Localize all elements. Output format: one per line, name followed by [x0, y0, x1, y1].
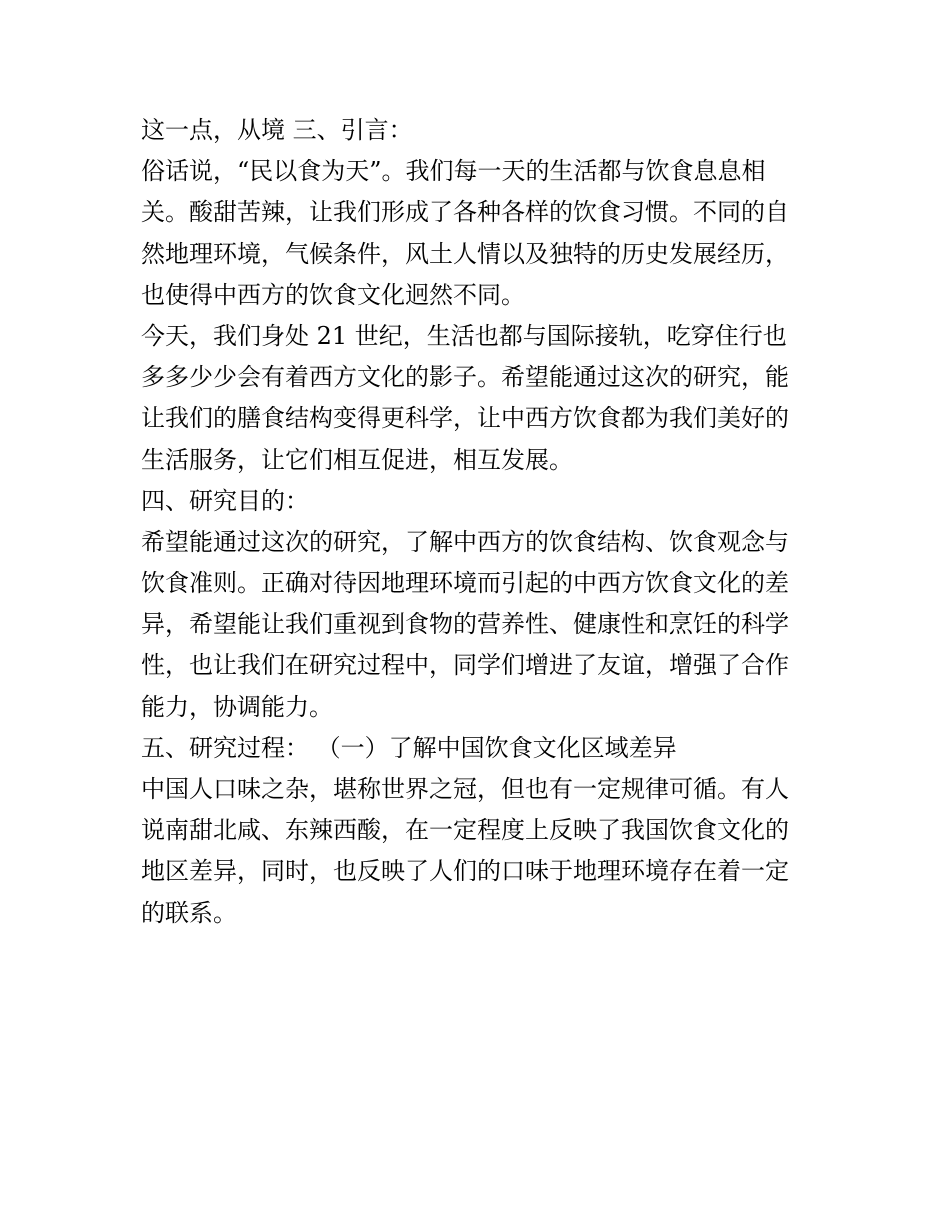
text-line: 饮食准则。正确对待因地理环境而引起的中西方饮食文化的差: [141, 569, 789, 598]
today-paragraph: [141, 316, 813, 481]
process-paragraph: [141, 769, 813, 934]
text-line: 俗话说，“民以食为天”。我们每一天的生活都与饮食息息相: [141, 157, 766, 186]
text-line: 然地理环境，气候条件，风土人情以及独特的历史发展经历，: [141, 239, 789, 268]
text-line: 性，也让我们在研究过程中，同学们增进了友谊，增强了合作: [141, 651, 789, 680]
text-line: 关。酸甜苦辣，让我们形成了各种各样的饮食习惯。不同的自: [141, 198, 789, 227]
text-line: 五、研究过程： （一）了解中国饮食文化区域差异: [141, 733, 677, 762]
text-line: 四、研究目的：: [141, 486, 309, 515]
purpose-paragraph: [141, 522, 813, 728]
document-body: [141, 110, 813, 934]
text-line: 也使得中西方的饮食文化迥然不同。: [141, 280, 525, 309]
text-line: 中国人口味之杂，堪称世界之冠，但也有一定规律可循。有人: [141, 775, 789, 803]
process-heading: [141, 728, 813, 769]
text-line: 说南甜北咸、东辣西酸，在一定程度上反映了我国饮食文化的: [141, 816, 789, 845]
purpose-heading: [141, 481, 813, 522]
text-line: 多多少少会有着西方文化的影子。希望能通过这次的研究，能: [141, 363, 789, 392]
text-line: 这一点，从境 三、引言：: [141, 116, 413, 144]
text-line: 异，希望能让我们重视到食物的营养性、健康性和烹饪的科学: [141, 610, 789, 639]
text-line: 的联系。: [141, 898, 237, 927]
text-line: 能力，协调能力。: [141, 692, 333, 721]
intro-paragraph: [141, 151, 813, 316]
intro-heading: [141, 110, 813, 151]
text-line: 希望能通过这次的研究，了解中西方的饮食结构、饮食观念与: [141, 527, 789, 556]
text-line: 生活服务，让它们相互促进，相互发展。: [141, 445, 573, 474]
text-line: 地区差异，同时，也反映了人们的口味于地理环境存在着一定: [141, 857, 789, 886]
text-line: 让我们的膳食结构变得更科学，让中西方饮食都为我们美好的: [141, 404, 789, 433]
text-line: 今天，我们身处 21 世纪，生活也都与国际接轨，吃穿住行也: [141, 321, 787, 350]
